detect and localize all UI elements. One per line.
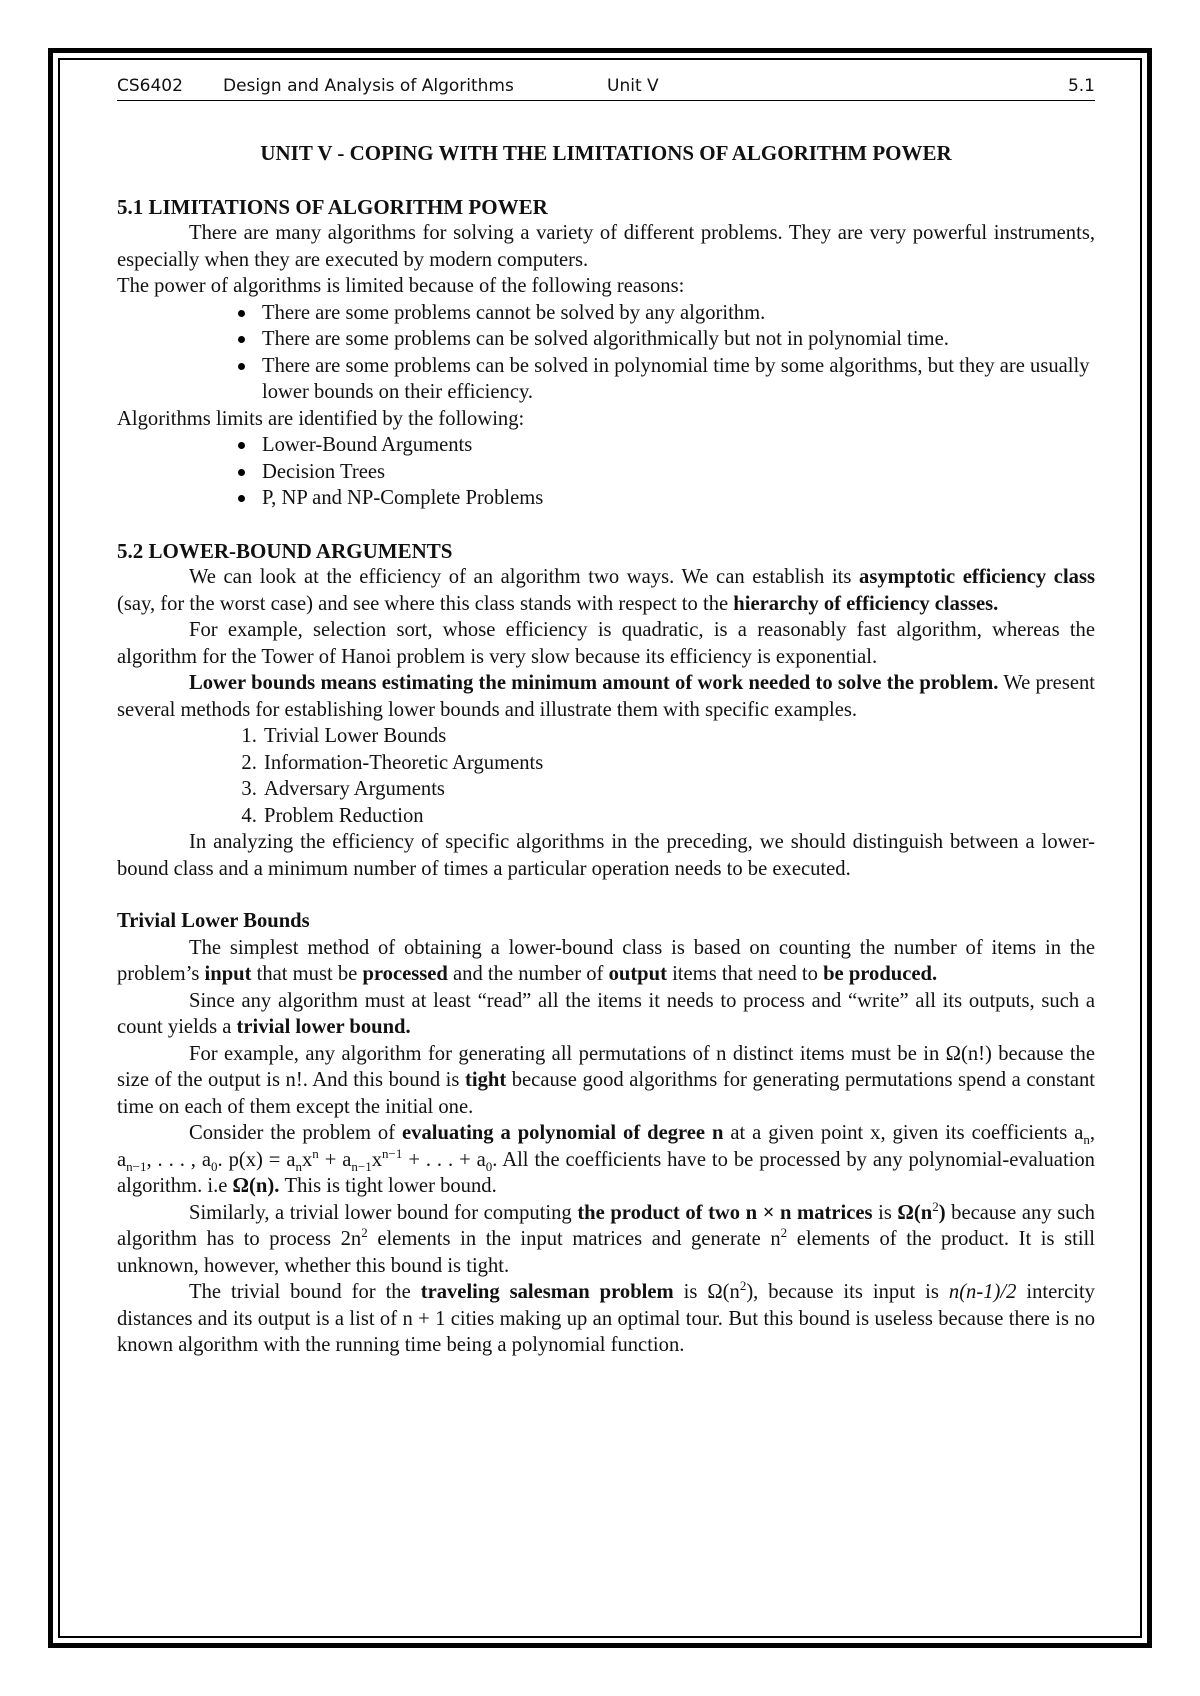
- course-title: Design and Analysis of Algorithms: [223, 76, 514, 96]
- paragraph: Consider the problem of evaluating a polynomial of degree n at a given point x, given its coefficients $a_n$, $a_{n-1}$, . . . , $a_0$. $p(x) = a_nx^n + a_{n-1}x^{n-1}$ + . . . + $a_0$. All the coefficients have to be processed by any polynomial-evaluation algorithm. i.e Ω(n). This is tight lower bound.: [117, 1122, 1095, 1197]
- unit-label: Unit V: [607, 76, 659, 96]
- paragraph: In analyzing the efficiency of specific algorithms in the preceding, we should distinguish between a lower-bound class and a minimum number of times a particular operation needs to be executed.: [117, 831, 1095, 880]
- list-item: Lower-Bound Arguments: [262, 432, 1095, 459]
- paragraph: The power of algorithms is limited because of the following reasons:: [117, 275, 685, 297]
- unit-title: UNIT V - COPING WITH THE LIMITATIONS OF ALGORITHM POWER: [260, 141, 952, 165]
- paragraph: For example, any algorithm for generating all permutations of n distinct items must be in Ω(n!) because the size of the output is n!. And this bound is tight because good algorithms for generating permutations spend a constant time on each of them except the initial one.: [117, 1042, 1095, 1118]
- paragraph: Lower bounds means estimating the minimum amount of work needed to solve the problem. We present several methods for establishing lower bounds and illustrate them with specific examples.: [117, 672, 1095, 721]
- page-number: 5.1: [1067, 76, 1095, 96]
- list-item: 3. Adversary Arguments: [262, 776, 1095, 803]
- paragraph: The simplest method of obtaining a lower-bound class is based on counting the number of items in the problem’s input that must be processed and the number of output items that need to be produced.: [117, 936, 1095, 985]
- list-item: 4. Problem Reduction: [262, 803, 1095, 830]
- list-item: There are some problems can be solved in polynomial time by some algorithms, but they are usually lower bounds on their efficiency.: [262, 353, 1095, 406]
- course-code: CS6402: [117, 76, 183, 96]
- paragraph: Since any algorithm must at least “read” all the items it needs to process and “write” all its outputs, such a count yields a trivial lower bound.: [117, 989, 1095, 1038]
- list-item: Decision Trees: [262, 459, 1095, 486]
- subsection-title: Trivial Lower Bounds: [117, 910, 310, 932]
- bullet-list: [117, 432, 1095, 512]
- list-item: 2. Information-Theoretic Arguments: [262, 750, 1095, 777]
- list-item: P, NP and NP-Complete Problems: [262, 485, 1095, 512]
- paragraph: Algorithms limits are identified by the following:: [117, 407, 525, 430]
- paragraph: For example, selection sort, whose efficiency is quadratic, is a reasonably fast algorithm, whereas the algorithm for the Tower of Hanoi problem is very slow because its efficiency is exponential.: [117, 619, 1095, 668]
- page-header: [117, 74, 1095, 101]
- paragraph: We can look at the efficiency of an algorithm two ways. We can establish its asymptotic efficiency class (say, for the worst case) and see where this class stands with respect to the hierarchy of efficiency classes.: [117, 566, 1095, 615]
- list-item: There are some problems cannot be solved by any algorithm.: [262, 300, 1095, 327]
- paragraph: The trivial bound for the traveling salesman problem is $\Omega(n^2)$, because its input is n(n-1)/2 intercity distances and its output is a list of n + 1 cities making up an optimal tour. But this bound is useless because there is no known algorithm with the running time being a polynomial function.: [117, 1278, 1095, 1356]
- section-title-5-1: 5.1 LIMITATIONS OF ALGORITHM POWER: [117, 194, 548, 219]
- numbered-list: [117, 723, 1095, 829]
- list-item: 1. Trivial Lower Bounds: [262, 723, 1095, 750]
- paragraph: There are many algorithms for solving a variety of different problems. They are very powerful instruments, especially when they are executed by modern computers.: [117, 222, 1095, 271]
- document-body: [117, 140, 1095, 1359]
- list-item: There are some problems can be solved algorithmically but not in polynomial time.: [262, 326, 1095, 353]
- paragraph: Similarly, a trivial lower bound for computing the product of two n × n matrices is $\Omega(n^2)$ because any such algorithm has to process $2n^2$ elements in the input matrices and generate $n^2$ elements of the product. It is still unknown, however, whether this bound is tight.: [117, 1198, 1095, 1277]
- section-title-5-2: 5.2 LOWER-BOUND ARGUMENTS: [117, 538, 453, 563]
- bullet-list: [117, 300, 1095, 406]
